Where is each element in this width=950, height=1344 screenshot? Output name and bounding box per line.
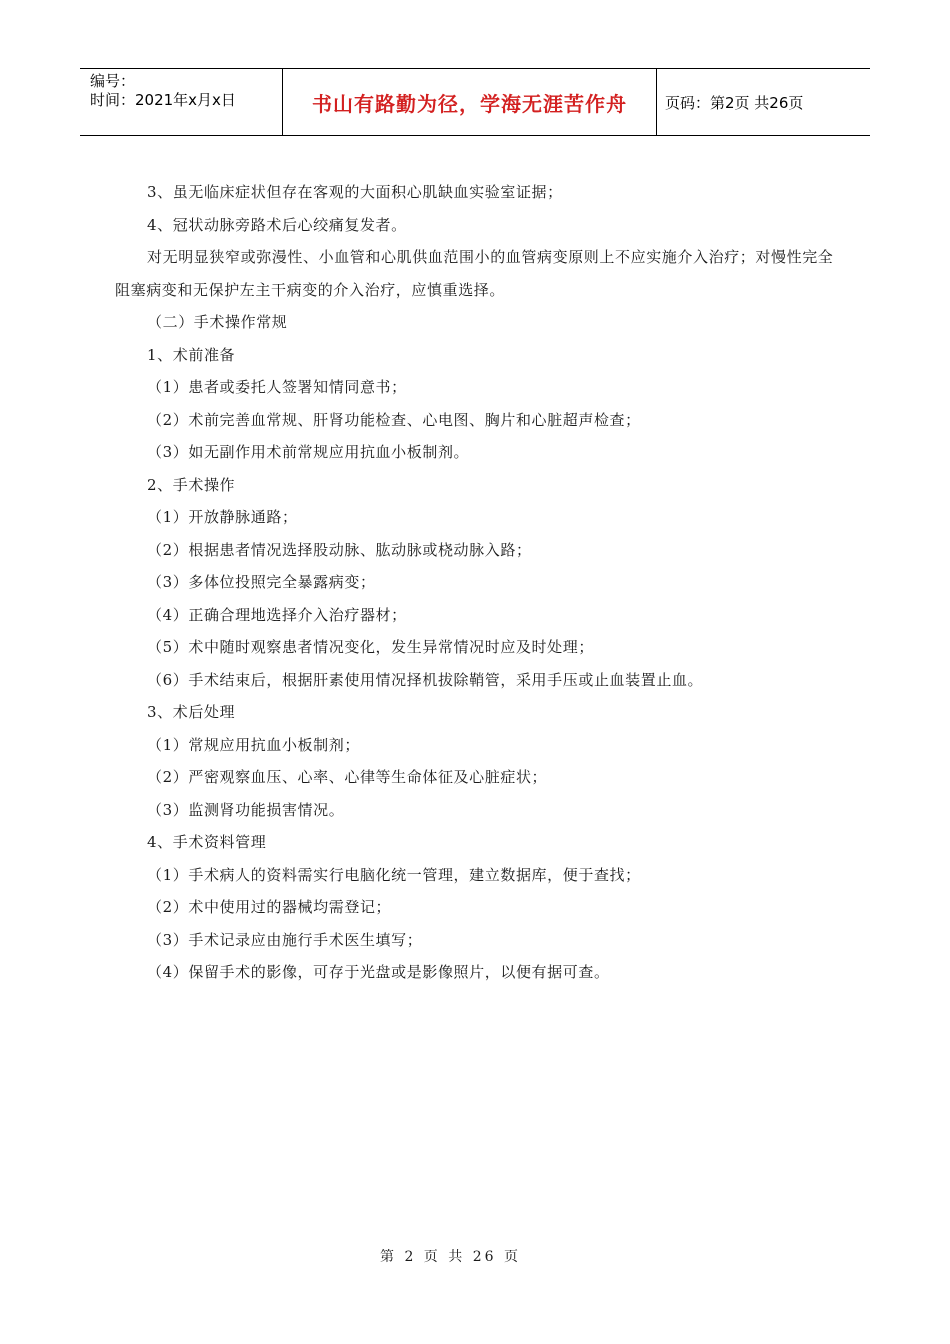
list-item: （4）保留手术的影像，可存于光盘或是影像照片，以便有据可查。: [147, 963, 610, 981]
document-number-label: 编号：: [90, 72, 136, 90]
subsection-heading: 4、手术资料管理: [147, 833, 267, 851]
document-body: [115, 176, 840, 989]
paragraph: 4、冠状动脉旁路术后心绞痛复发者。: [147, 215, 407, 234]
list-item: （3）多体位投照完全暴露病变；: [147, 573, 376, 591]
list-item: （2）术中使用过的器械均需登记；: [147, 898, 392, 916]
paragraph: 3、虽无临床症状但存在客观的大面积心肌缺血实验室证据；: [147, 183, 563, 201]
header-page-info: 页码：第2页 共26页: [665, 93, 804, 112]
list-item: （3）监测肾功能损害情况。: [147, 800, 345, 819]
list-item: （1）患者或委托人签署知情同意书；: [147, 378, 407, 396]
paragraph-text: 对无明显狭窄或弥漫性、小血管和心肌供血范围小的血管病变原则上不应实施介入治疗；对慢性完全阻塞病变和无保护左主干病变的介入治疗，应慎重选择。: [115, 248, 834, 299]
list-item: （1）常规应用抗血小板制剂；: [147, 735, 360, 754]
page-footer: 第 2 页 共 26 页: [380, 1249, 521, 1265]
page-header: [80, 68, 870, 136]
list-item: （4）正确合理地选择介入治疗器材；: [147, 605, 407, 624]
section-heading: （二）手术操作常规: [147, 313, 288, 331]
subsection-heading: 1、术前准备: [147, 345, 236, 364]
list-item: （2）严密观察血压、心率、心律等生命体征及心脏症状；: [147, 768, 548, 786]
header-motto: 书山有路勤为径，学海无涯苦作舟: [283, 69, 657, 135]
list-item: （6）手术结束后，根据肝素使用情况择机拔除鞘管，采用手压或止血装置止血。: [147, 670, 704, 689]
list-item: （2）术前完善血常规、肝肾功能检查、心电图、胸片和心脏超声检查；: [147, 410, 641, 429]
subsection-heading: 3、术后处理: [147, 703, 236, 721]
list-item: （1）开放静脉通路；: [147, 508, 298, 526]
subsection-heading: 2、手术操作: [147, 475, 236, 494]
list-item: （2）根据患者情况选择股动脉、肱动脉或桡动脉入路；: [147, 540, 532, 559]
list-item: （3）手术记录应由施行手术医生填写；: [147, 930, 423, 949]
list-item: （1）手术病人的资料需实行电脑化统一管理，建立数据库，便于查找；: [147, 865, 641, 884]
list-item: （5）术中随时观察患者情况变化，发生异常情况时应及时处理；: [147, 638, 594, 656]
paragraph: [115, 241, 840, 306]
list-item: （3）如无副作用术前常规应用抗血小板制剂。: [147, 443, 470, 461]
document-time: 时间：2021年x月x日: [90, 91, 236, 109]
header-meta: [80, 69, 283, 135]
